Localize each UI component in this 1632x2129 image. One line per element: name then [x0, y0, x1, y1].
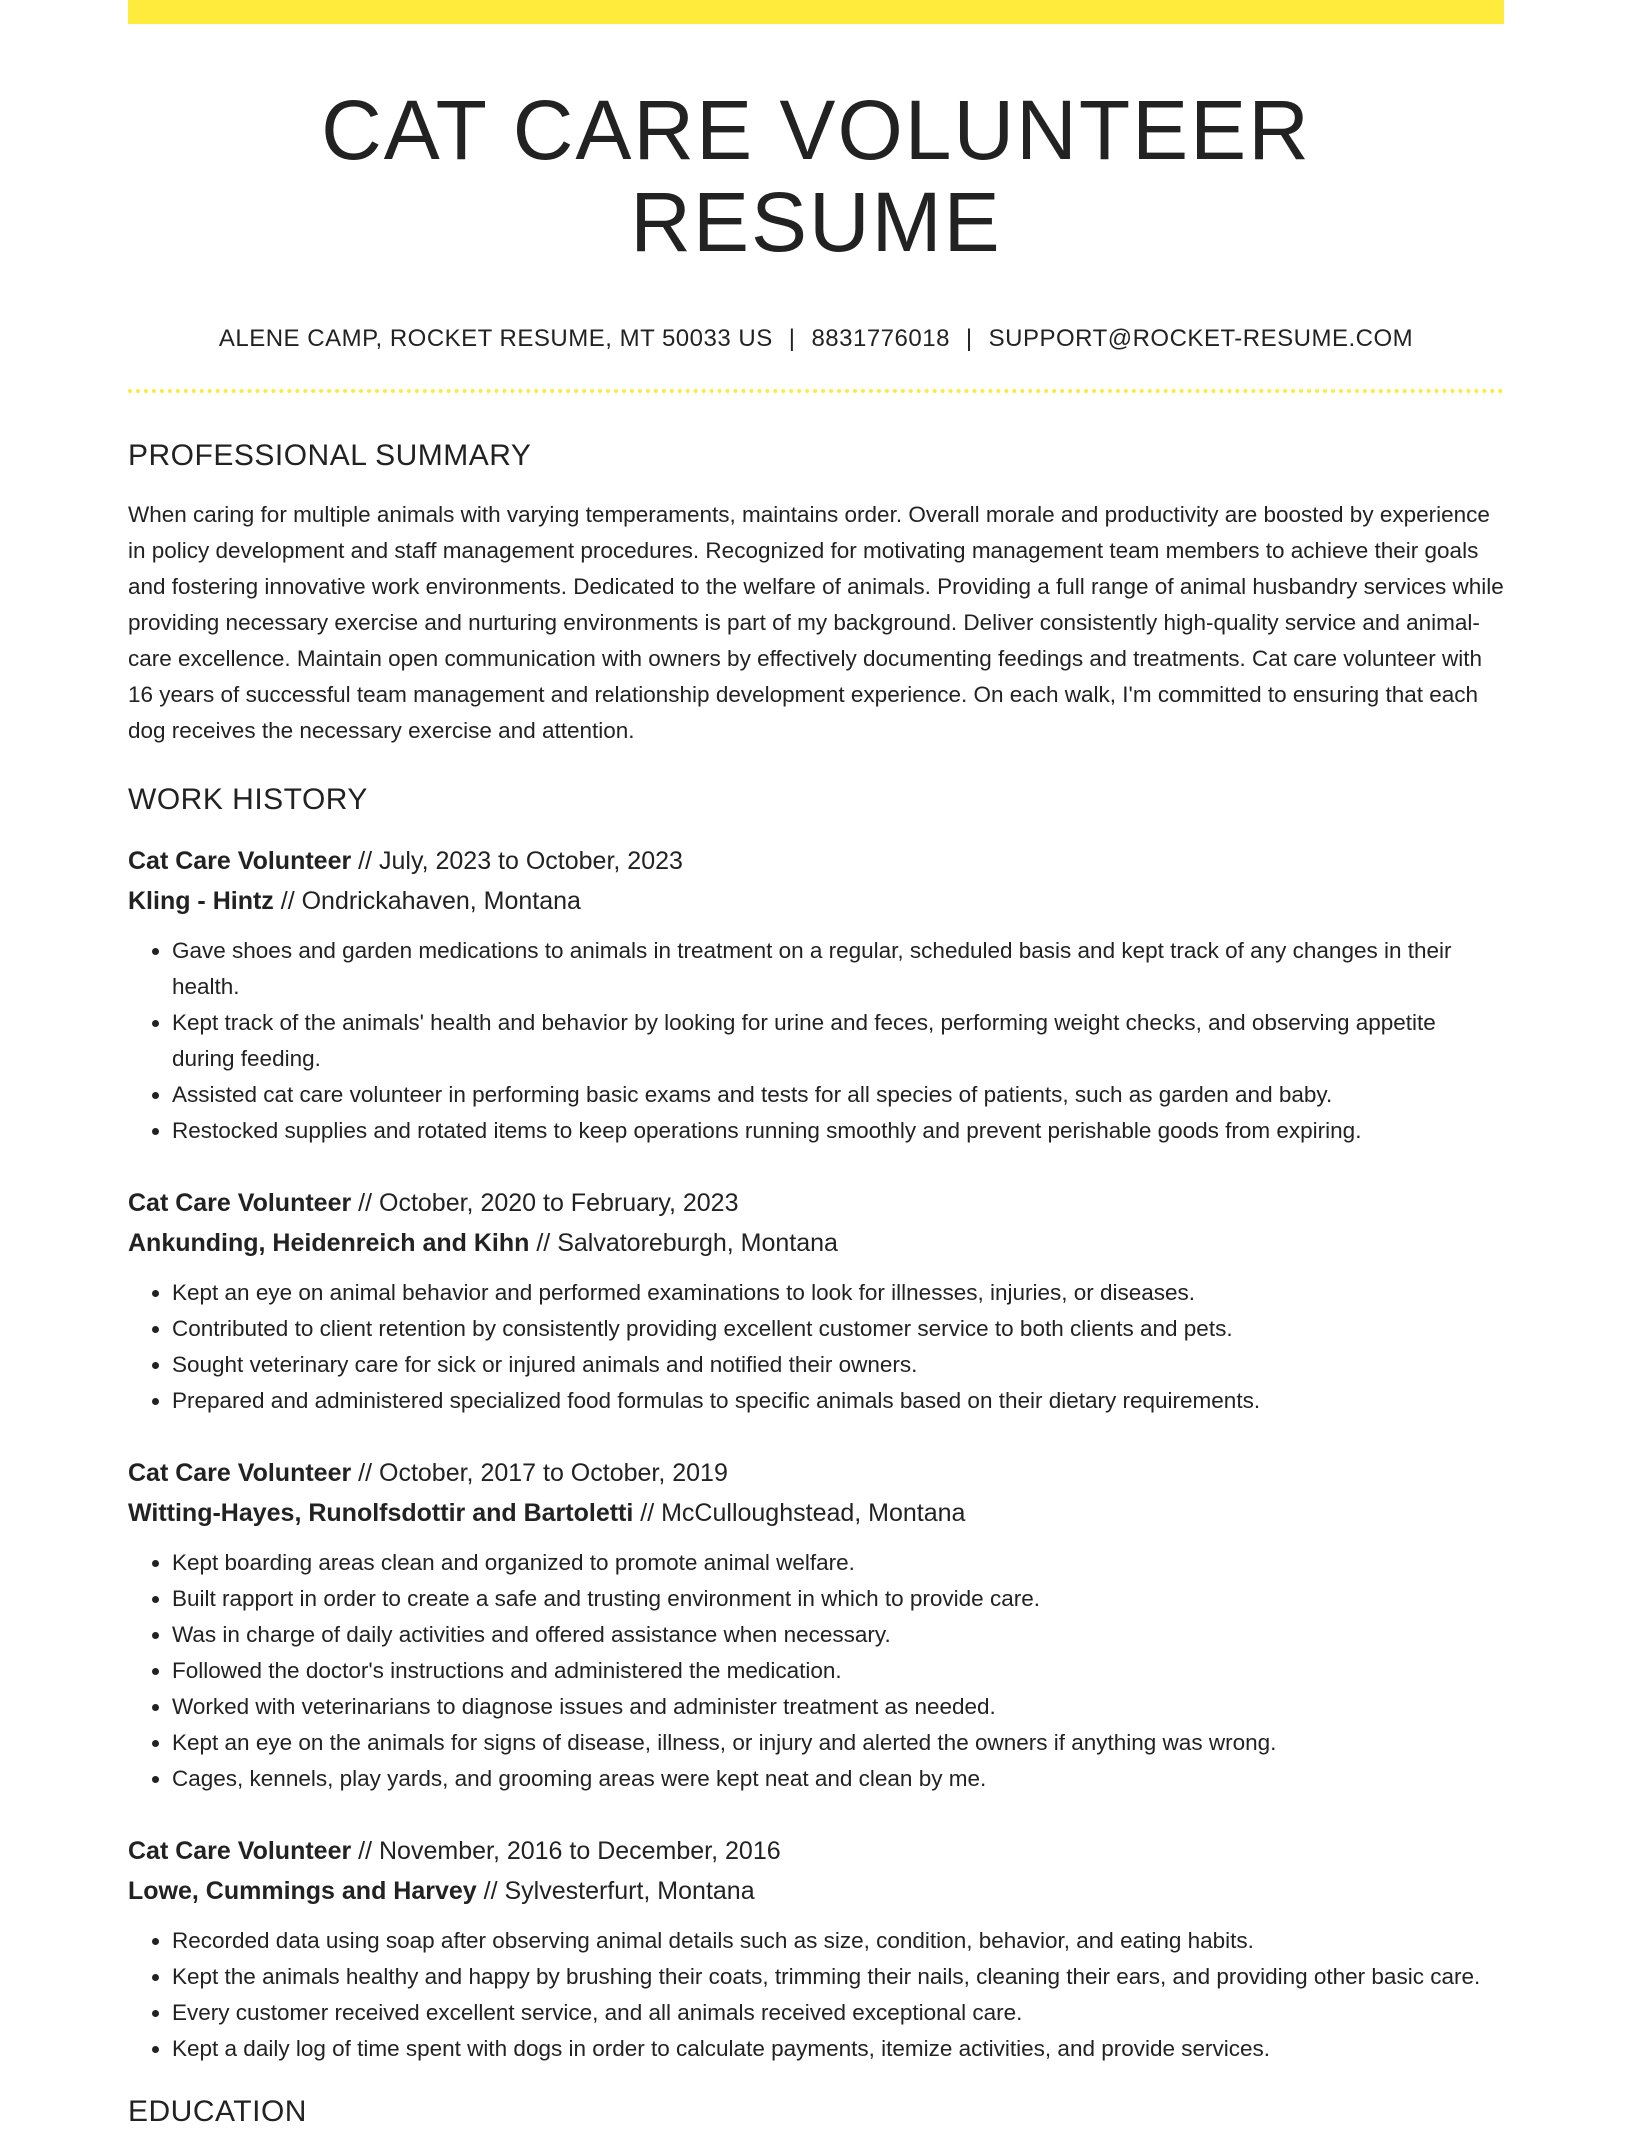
job-employer: Witting-Hayes, Runolfsdottir and Bartoletti: [128, 1498, 634, 1527]
contact-line: [128, 325, 1504, 353]
contact-separator: |: [965, 324, 973, 352]
job-dates: // July, 2023 to October, 2023: [351, 846, 683, 875]
job-dates: // October, 2017 to October, 2019: [351, 1458, 728, 1487]
job-employer: Lowe, Cummings and Harvey: [128, 1876, 477, 1905]
list-item: • Sought veterinary care for sick or injured animals and notified their owners.: [172, 1347, 1504, 1383]
contact-separator: |: [788, 324, 796, 352]
list-item: • Kept an eye on the animals for signs of disease, illness, or injury and alerted the owners if anything was wrong.: [172, 1725, 1504, 1761]
job-entry: [128, 1831, 1504, 2067]
dotted-divider: [128, 389, 1504, 393]
list-item: • Recorded data using soap after observing animal details such as size, condition, behavior, and eating habits.: [172, 1923, 1504, 1959]
list-item: • Cages, kennels, play yards, and grooming areas were kept neat and clean by me.: [172, 1761, 1504, 1797]
summary-text: When caring for multiple animals with varying temperaments, maintains order. Overall morale and productivity are boosted by experience in policy development and staff management procedures. Recognized for motivating management team members to achieve their goals and fostering innovative work environments. Dedicated to the welfare of animals. Providing a full range of animal husbandry services while providing necessary exercise and nurturing environments is part of my background. Deliver consistently high-quality service and animal-care excellence. Maintain open communication with owners by effectively documenting feedings and treatments. Cat care volunteer with 16 years of successful team management and relationship development experience. On each walk, I'm committed to ensuring that each dog receives the necessary exercise and attention.: [128, 501, 1504, 743]
list-item: • Kept boarding areas clean and organized to promote animal welfare.: [172, 1545, 1504, 1581]
job-entry: [128, 841, 1504, 1149]
accent-top-bar: [128, 0, 1504, 24]
job-title: Cat Care Volunteer: [128, 1836, 352, 1865]
list-item: • Was in charge of daily activities and offered assistance when necessary.: [172, 1617, 1504, 1653]
job-bullets: [128, 1275, 1504, 1419]
job-location: // McCulloughstead, Montana: [633, 1498, 966, 1527]
list-item: • Restocked supplies and rotated items to keep operations running smoothly and prevent perishable goods from expiring.: [172, 1113, 1504, 1149]
job-entry: [128, 1183, 1504, 1419]
list-item: • Gave shoes and garden medications to animals in treatment on a regular, scheduled basis and kept track of any changes in their health.: [172, 933, 1504, 1005]
contact-phone: 8831776018: [811, 324, 950, 352]
job-title-line: [128, 1183, 1504, 1223]
job-title: Cat Care Volunteer: [128, 1188, 352, 1217]
job-location: // Salvatoreburgh, Montana: [529, 1228, 838, 1257]
job-bullets: [128, 1545, 1504, 1797]
list-item: • Contributed to client retention by consistently providing excellent customer service to both clients and pets.: [172, 1311, 1504, 1347]
job-title: Cat Care Volunteer: [128, 846, 352, 875]
list-item: • Kept track of the animals' health and behavior by looking for urine and feces, performing weight checks, and observing appetite during feeding.: [172, 1005, 1504, 1077]
work-history-heading: WORK HISTORY: [128, 782, 368, 816]
resume-title: CAT CARE VOLUNTEER RESUME: [321, 83, 1311, 270]
work-history-list: [128, 841, 1504, 2067]
list-item: • Every customer received excellent service, and all animals received exceptional care.: [172, 1995, 1504, 2031]
job-entry: [128, 1453, 1504, 1797]
list-item: • Worked with veterinarians to diagnose issues and administer treatment as needed.: [172, 1689, 1504, 1725]
job-location: // Ondrickahaven, Montana: [273, 886, 581, 915]
job-employer: Kling - Hintz: [128, 886, 274, 915]
job-title-line: [128, 841, 1504, 881]
resume-page: [128, 0, 1504, 2129]
job-employer: Ankunding, Heidenreich and Kihn: [128, 1228, 530, 1257]
job-bullets: [128, 933, 1504, 1149]
list-item: • Kept the animals healthy and happy by brushing their coats, trimming their nails, cleaning their ears, and providing other basic care.: [172, 1959, 1504, 1995]
job-dates: // October, 2020 to February, 2023: [351, 1188, 739, 1217]
list-item: • Prepared and administered specialized food formulas to specific animals based on their dietary requirements.: [172, 1383, 1504, 1419]
job-title-line: [128, 1831, 1504, 1871]
job-employer-line: [128, 1493, 1504, 1533]
job-location: // Sylvesterfurt, Montana: [476, 1876, 755, 1905]
job-employer-line: [128, 1871, 1504, 1911]
job-title-line: [128, 1453, 1504, 1493]
job-employer-line: [128, 881, 1504, 921]
job-dates: // November, 2016 to December, 2016: [351, 1836, 781, 1865]
job-title: Cat Care Volunteer: [128, 1458, 352, 1487]
list-item: • Followed the doctor's instructions and administered the medication.: [172, 1653, 1504, 1689]
contact-address: ALENE CAMP, ROCKET RESUME, MT 50033 US: [218, 324, 773, 352]
job-bullets: [128, 1923, 1504, 2067]
education-heading: EDUCATION: [128, 2094, 307, 2128]
contact-email: SUPPORT@ROCKET-RESUME.COM: [988, 324, 1414, 352]
job-employer-line: [128, 1223, 1504, 1263]
list-item: • Kept an eye on animal behavior and performed examinations to look for illnesses, injuries, or diseases.: [172, 1275, 1504, 1311]
list-item: • Assisted cat care volunteer in performing basic exams and tests for all species of patients, such as garden and baby.: [172, 1077, 1504, 1113]
list-item: • Built rapport in order to create a safe and trusting environment in which to provide care.: [172, 1581, 1504, 1617]
summary-heading: PROFESSIONAL SUMMARY: [128, 438, 532, 472]
list-item: • Kept a daily log of time spent with dogs in order to calculate payments, itemize activities, and provide services.: [172, 2031, 1504, 2067]
